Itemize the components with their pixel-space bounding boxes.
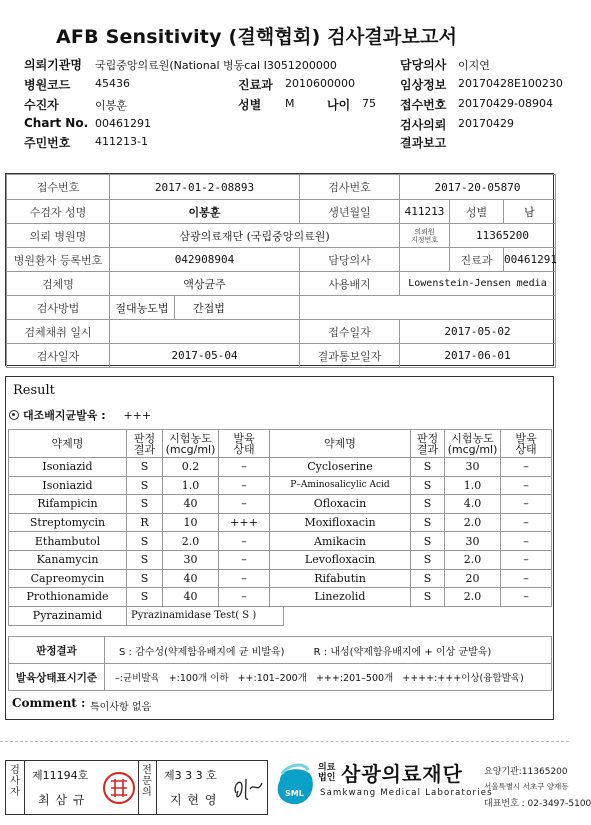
clinical-value: 20170428E100230 xyxy=(458,77,563,90)
specimen-info-box xyxy=(5,173,557,366)
bullet-icon xyxy=(9,410,19,420)
drug-concentration: 2.0 xyxy=(445,588,501,607)
info-label: 병원환자 등록번호 xyxy=(7,248,110,272)
drug-name: Amikacin xyxy=(270,532,411,551)
drug-growth: – xyxy=(219,495,270,514)
drug-growth: – xyxy=(219,458,270,477)
drug-growth: – xyxy=(501,495,552,514)
examiner-label: 검사자 xyxy=(10,765,20,798)
drug-table-header xyxy=(9,430,552,458)
growth-text xyxy=(105,664,552,691)
drug-judgement: S xyxy=(411,458,445,477)
info-value: 이봉훈 xyxy=(110,200,300,224)
org-info-line: 요양기관:11365200 xyxy=(484,767,568,777)
signature-box xyxy=(5,760,268,815)
info-label: 검사일자 xyxy=(7,344,110,368)
dept-value: 2010600000 xyxy=(285,77,355,90)
info-value xyxy=(400,248,450,272)
drug-judgement: S xyxy=(411,550,445,569)
comment-value: 특이사항 없음 xyxy=(90,702,152,713)
rrn-value: 411213-1 xyxy=(95,135,148,148)
drug-growth: – xyxy=(219,532,270,551)
info-label: 사용배지 xyxy=(300,272,400,296)
legend-row-growth xyxy=(9,664,552,691)
col-header: 판정 결과 xyxy=(411,430,445,458)
info-label: 접수번호 xyxy=(7,175,110,200)
drug-concentration: 20 xyxy=(445,569,501,588)
pza-name: Pyrazinamid xyxy=(9,607,127,626)
examiner-seal-icon xyxy=(102,769,136,807)
drug-row xyxy=(9,550,552,569)
clinical-label: 임상정보 xyxy=(400,78,447,92)
info-label: 담당의사 xyxy=(300,248,400,272)
info-value: Lowenstein-Jensen media xyxy=(400,272,556,296)
legend-row-judge xyxy=(9,637,552,664)
specimen-info-table xyxy=(6,174,556,368)
info-label: 접수일자 xyxy=(300,320,400,344)
info-value: 11365200 xyxy=(450,224,556,248)
info-row xyxy=(7,248,556,272)
info-label: 결과통보일자 xyxy=(300,344,400,368)
divider xyxy=(156,761,157,814)
institution-value: 국립중앙의료원(National 병동cal I3051200000 xyxy=(95,59,337,72)
drug-row xyxy=(9,476,552,495)
signature-icon xyxy=(228,771,264,807)
drug-concentration: 30 xyxy=(163,550,219,569)
info-value: 2017-20-05870 xyxy=(400,175,556,200)
drug-judgement: S xyxy=(411,476,445,495)
drug-concentration: 30 xyxy=(445,458,501,477)
info-row xyxy=(7,296,556,320)
info-value: 간접법 xyxy=(175,296,300,320)
drug-name: Kanamycin xyxy=(9,550,127,569)
divider xyxy=(138,761,139,814)
drug-row xyxy=(9,458,552,477)
drug-row xyxy=(9,495,552,514)
report-title: AFB Sensitivity (결핵협회) 검사결과보고서 xyxy=(56,26,458,48)
growth-item: ++:101–200개 xyxy=(237,673,307,684)
reviewer-label: 전문의 xyxy=(142,765,152,798)
drug-concentration: 10 xyxy=(163,513,219,532)
drug-growth: – xyxy=(501,513,552,532)
info-row xyxy=(7,200,556,224)
receipt-label: 접수번호 xyxy=(400,98,447,112)
info-value: 00461291 xyxy=(504,248,556,272)
col-header: 약제명 xyxy=(270,430,411,458)
drug-judgement: S xyxy=(127,476,163,495)
col-header: 시험농도 (mcg/ml) xyxy=(163,430,219,458)
org-name: 삼광의료재단 xyxy=(341,762,463,786)
drug-concentration: 2.0 xyxy=(445,513,501,532)
info-label: 검사방법 xyxy=(7,296,110,320)
org-info-line: 서울특별시 서초구 양재동 xyxy=(484,782,569,791)
info-value: 2017-05-02 xyxy=(400,320,556,344)
drug-judgement: S xyxy=(411,569,445,588)
col-header: 약제명 xyxy=(9,430,127,458)
drug-judgement: S xyxy=(127,532,163,551)
drug-judgement: S xyxy=(411,588,445,607)
judge-label: 판정결과 xyxy=(9,637,105,664)
drug-name: Levofloxacin xyxy=(270,550,411,569)
drug-name: Linezolid xyxy=(270,588,411,607)
pza-row xyxy=(9,607,284,626)
drug-name: Rifabutin xyxy=(270,569,411,588)
drug-growth: – xyxy=(501,532,552,551)
control-growth-value: +++ xyxy=(123,409,152,422)
drug-growth: – xyxy=(501,476,552,495)
org-info xyxy=(484,764,591,809)
judge-s: S : 감수성(약제함유배지에 균 비발육) xyxy=(119,646,285,658)
drug-table-wrap xyxy=(8,429,551,607)
examiner-name: 최 삼 규 xyxy=(38,793,86,807)
reviewer-name: 지 현 영 xyxy=(170,793,218,807)
institution-label: 의뢰기관명 xyxy=(24,58,82,72)
drug-concentration: 40 xyxy=(163,569,219,588)
drug-growth: – xyxy=(501,569,552,588)
drug-concentration: 40 xyxy=(163,588,219,607)
hospital-code-label: 병원코드 xyxy=(24,78,71,92)
drug-concentration: 4.0 xyxy=(445,495,501,514)
info-label: 성별 xyxy=(450,200,504,224)
drug-name: P–Aminosalicylic Acid xyxy=(270,476,411,495)
info-row xyxy=(7,344,556,368)
pza-wrap xyxy=(8,606,283,626)
growth-item: +:100개 이하 xyxy=(168,673,229,684)
drug-susceptibility-table xyxy=(8,429,552,607)
info-value: 삼광의료재단 (국립중앙의료원) xyxy=(110,224,400,248)
sml-logo-text: SML xyxy=(285,789,304,798)
drug-name: Isoniazid xyxy=(9,476,127,495)
info-value: 액상균주 xyxy=(110,272,300,296)
footer-divider xyxy=(0,741,569,742)
sex-label: 성별 xyxy=(238,98,262,112)
drug-row xyxy=(9,588,552,607)
growth-item: –:균비발육 xyxy=(115,673,160,684)
drug-concentration: 1.0 xyxy=(445,476,501,495)
info-label: 검체채취 일시 xyxy=(7,320,110,344)
divider xyxy=(24,761,25,814)
col-header: 발육 상태 xyxy=(219,430,270,458)
info-value: 2017-05-04 xyxy=(110,344,300,368)
info-value xyxy=(110,320,300,344)
chart-label: Chart No. xyxy=(24,116,89,130)
drug-judgement: S xyxy=(127,569,163,588)
growth-item: ++++:+++이상(융합발육) xyxy=(402,673,524,684)
drug-concentration: 2.0 xyxy=(445,550,501,569)
info-label: 의뢰원 지정번호 xyxy=(400,224,450,248)
examiner-no: 제11194호 xyxy=(32,769,89,782)
info-value: 042908904 xyxy=(110,248,300,272)
drug-name: Isoniazid xyxy=(9,458,127,477)
drug-name: Streptomycin xyxy=(9,513,127,532)
drug-name: Ofloxacin xyxy=(270,495,411,514)
pza-table xyxy=(8,606,284,626)
drug-name: Prothionamide xyxy=(9,588,127,607)
col-header: 발육 상태 xyxy=(501,430,552,458)
drug-name: Cycloserine xyxy=(270,458,411,477)
drug-growth: – xyxy=(501,550,552,569)
drug-name: Rifampicin xyxy=(9,495,127,514)
drug-name: Moxifloxacin xyxy=(270,513,411,532)
doctor-label: 담당의사 xyxy=(400,58,447,72)
drug-judgement: R xyxy=(127,513,163,532)
info-label: 생년월일 xyxy=(300,200,400,224)
drug-concentration: 1.0 xyxy=(163,476,219,495)
reviewer-no: 제3 3 3 호 xyxy=(164,769,217,782)
drug-name: Capreomycin xyxy=(9,569,127,588)
growth-item: +++:201–500개 xyxy=(315,673,394,684)
drug-growth: – xyxy=(501,588,552,607)
sml-logo-icon xyxy=(272,760,318,810)
org-en-name: Samkwang Medical Laboratories xyxy=(320,788,493,798)
info-label: 수검자 성명 xyxy=(7,200,110,224)
chart-value: 00461291 xyxy=(95,117,151,130)
rrn-label: 주민번호 xyxy=(24,136,71,150)
info-row xyxy=(7,320,556,344)
drug-growth: – xyxy=(219,588,270,607)
result-box xyxy=(5,376,554,720)
col-header: 시험농도 (mcg/ml) xyxy=(445,430,501,458)
drug-judgement: S xyxy=(127,458,163,477)
info-label: 의뢰 병원명 xyxy=(7,224,110,248)
judge-r: R : 내성(약제함유배지에 + 이상 균발육) xyxy=(313,646,492,658)
control-growth xyxy=(9,407,151,423)
info-value: 2017-06-01 xyxy=(400,344,556,368)
info-value xyxy=(300,296,556,320)
legend-wrap xyxy=(8,636,551,691)
info-label: 검체명 xyxy=(7,272,110,296)
drug-concentration: 0.2 xyxy=(163,458,219,477)
drug-name: Ethambutol xyxy=(9,532,127,551)
info-label: 검사번호 xyxy=(300,175,400,200)
hospital-code-value: 45436 xyxy=(95,77,130,90)
dept-label: 진료과 xyxy=(238,78,273,92)
age-label: 나이 xyxy=(327,98,351,112)
legend-table xyxy=(8,636,552,691)
drug-row xyxy=(9,513,552,532)
info-row xyxy=(7,272,556,296)
drug-judgement: S xyxy=(127,588,163,607)
drug-judgement: S xyxy=(411,513,445,532)
info-row xyxy=(7,175,556,200)
drug-growth: – xyxy=(219,476,270,495)
drug-judgement: S xyxy=(127,495,163,514)
info-value: 남 xyxy=(504,200,556,224)
patient-label: 수진자 xyxy=(24,98,59,112)
patient-value: 이봉훈 xyxy=(95,99,127,112)
info-row xyxy=(7,224,556,248)
drug-judgement: S xyxy=(411,495,445,514)
org-prefix: 의료 법인 xyxy=(318,763,336,783)
drug-growth: – xyxy=(219,550,270,569)
pza-result: Pyrazinamidase Test( S ) xyxy=(127,607,284,626)
growth-label: 발육상태표시기준 xyxy=(9,664,105,691)
drug-growth: – xyxy=(219,569,270,588)
drug-row xyxy=(9,532,552,551)
drug-growth: +++ xyxy=(219,513,270,532)
drug-concentration: 2.0 xyxy=(163,532,219,551)
drug-judgement: S xyxy=(411,532,445,551)
result-title: Result xyxy=(13,383,55,398)
comment-label: Comment : xyxy=(12,696,86,710)
drug-concentration: 30 xyxy=(445,532,501,551)
request-date-label: 검사의뢰 xyxy=(400,118,447,132)
col-header: 판정 결과 xyxy=(127,430,163,458)
drug-concentration: 40 xyxy=(163,495,219,514)
judge-text xyxy=(105,637,552,664)
drug-growth: – xyxy=(501,458,552,477)
report-label: 결과보고 xyxy=(400,136,447,150)
info-label: 진료과 xyxy=(450,248,504,272)
request-date-value: 20170429 xyxy=(458,117,514,130)
doctor-value: 이지연 xyxy=(458,59,490,72)
receipt-value: 20170429-08904 xyxy=(458,97,553,110)
drug-row xyxy=(9,569,552,588)
age-value: 75 xyxy=(362,97,376,110)
info-value: 절대농도법 xyxy=(110,296,175,320)
info-value: 2017-01-2-08893 xyxy=(110,175,300,200)
drug-judgement: S xyxy=(127,550,163,569)
info-value: 411213 xyxy=(400,200,450,224)
org-info-line: 대표번호 : 02-3497-5100 xyxy=(484,799,591,809)
control-growth-label: 대조배지균발육 : xyxy=(23,409,106,422)
sex-value: M xyxy=(285,97,295,110)
